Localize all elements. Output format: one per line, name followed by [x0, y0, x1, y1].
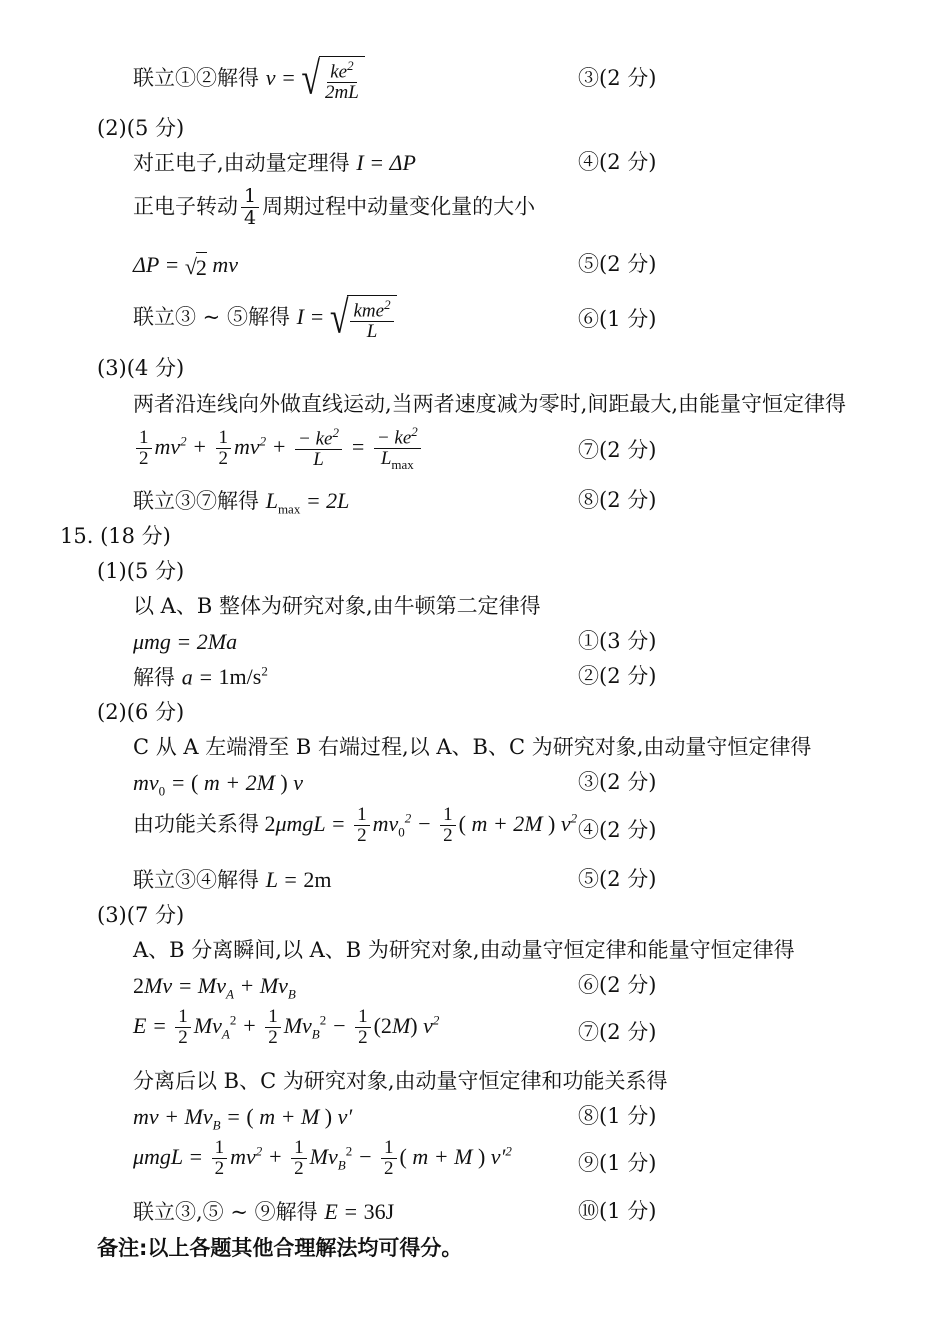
- line-text: 由功能关系得: [133, 811, 259, 836]
- line-text: 周期过程中动量变化量的大小: [262, 194, 536, 219]
- score-mark: ⑤(2 分): [578, 252, 657, 276]
- formula: $\frac{1}{2}$ $mv^2$ + $\frac{1}{2}$ $mv^2$ + $\frac{- ke^2}{L}$ = $\frac{- ke^2}{L_{max}}$: [133, 434, 424, 459]
- solution-line: [133, 187, 535, 229]
- score-mark: ⑧(1 分): [578, 1104, 657, 1128]
- solution-line: [133, 1199, 394, 1225]
- formula: v = √ $\frac{ke^2}{2mL}$: [266, 65, 365, 90]
- solution-line: A、B 分离瞬间,以 A、B 为研究对象,由动量守恒定律和能量守恒定律得: [133, 938, 795, 962]
- solution-line: [133, 770, 303, 799]
- formula: E = 36J: [324, 1199, 395, 1224]
- solution-line: [133, 425, 424, 472]
- score-mark: ④(2 分): [578, 818, 657, 842]
- line-text: 联立③ ~ ⑤解得: [133, 305, 290, 330]
- solution-line: [133, 973, 296, 1002]
- solution-line: [133, 1104, 352, 1133]
- solution-line: [133, 252, 238, 282]
- solution-line: 分离后以 B、C 为研究对象,由动量守恒定律和功能关系得: [133, 1069, 668, 1093]
- part-heading: (1)(5 分): [97, 559, 185, 583]
- remark-note: 备注:以上各题其他合理解法均可得分。: [97, 1236, 463, 1260]
- formula: μmgL = $\frac{1}{2}$ $mv^2$ + $\frac{1}{2}$ $Mv_B^2$ − $\frac{1}{2}$ ( m + M ) $v'^2$: [133, 1137, 512, 1179]
- formula: $2Mv = Mv_A + Mv_B$: [133, 973, 296, 1002]
- formula: I = √ $\frac{kme^2}{L}$: [297, 304, 397, 329]
- part-heading: (3)(7 分): [97, 903, 185, 927]
- score-mark: ①(3 分): [578, 629, 657, 653]
- line-text: 联立③,⑤ ~ ⑨解得: [133, 1200, 318, 1224]
- score-mark: ⑦(2 分): [578, 1020, 657, 1044]
- solution-line: [133, 664, 268, 691]
- formula: 2μmgL = $\frac{1}{2}$ $mv_0^2$ − $\frac{1}{2}$ ( m + 2M ) $v^2$: [264, 804, 578, 846]
- line-text: 对正电子,由动量定理得: [133, 151, 350, 175]
- part-heading: (3)(4 分): [97, 356, 185, 380]
- solution-line: [133, 150, 416, 176]
- solution-line: [133, 56, 365, 104]
- formula: mv + $Mv_B$ = ( m + M ) v′: [133, 1104, 353, 1133]
- formula: μmg = 2Ma: [133, 629, 238, 654]
- score-mark: ⑨(1 分): [578, 1151, 657, 1175]
- score-mark: ⑩(1 分): [578, 1199, 657, 1223]
- solution-line: [133, 629, 237, 655]
- solution-line: 以 A、B 整体为研究对象,由牛顿第二定律得: [133, 594, 541, 618]
- solution-line: [133, 867, 332, 893]
- line-text: 解得: [133, 665, 175, 690]
- score-mark: ⑦(2 分): [578, 438, 657, 462]
- score-mark: ③(2 分): [578, 66, 657, 90]
- solution-line: [133, 1138, 512, 1180]
- score-mark: ⑧(2 分): [578, 488, 657, 512]
- solution-line: C 从 A 左端滑至 B 右端过程,以 A、B、C 为研究对象,由动量守恒定律得: [133, 735, 812, 759]
- solution-line: [133, 1007, 439, 1049]
- solution-line: [133, 805, 577, 847]
- part-heading: (2)(5 分): [97, 116, 185, 140]
- line-text: 正电子转动: [133, 194, 238, 219]
- score-mark: ⑥(1 分): [578, 307, 657, 331]
- score-mark: ③(2 分): [578, 770, 657, 794]
- solution-line: [133, 488, 349, 517]
- solution-line: [133, 295, 397, 343]
- formula: $a = 1m/s^2$: [181, 664, 268, 690]
- solution-line: 两者沿连线向外做直线运动,当两者速度减为零时,间距最大,由能量守恒定律得: [133, 392, 847, 416]
- line-text: 联立①②解得: [133, 66, 259, 91]
- formula: $mv_0$ = ( m + 2M ) v: [133, 770, 303, 799]
- score-mark: ⑤(2 分): [578, 867, 657, 891]
- question-heading: 15. (18 分): [60, 524, 171, 548]
- formula: ΔP = √ 2 mv: [133, 252, 239, 281]
- score-mark: ②(2 分): [578, 664, 657, 688]
- score-mark: ⑥(2 分): [578, 973, 657, 997]
- formula: E = $\frac{1}{2}$ $Mv_A^2$ + $\frac{1}{2}$ $Mv_B^2$ − $\frac{1}{2}$ (2M) $v^2$: [133, 1006, 440, 1048]
- formula: $L_{max} = 2L$: [265, 488, 350, 517]
- formula: L = 2m: [265, 867, 332, 892]
- score-mark: ④(2 分): [578, 150, 657, 174]
- line-text: 联立③⑦解得: [133, 489, 259, 513]
- formula: I = ΔP: [356, 150, 416, 175]
- part-heading: (2)(6 分): [97, 700, 185, 724]
- fraction: $\frac{1}{4}$: [241, 187, 259, 229]
- line-text: 联立③④解得: [133, 868, 259, 892]
